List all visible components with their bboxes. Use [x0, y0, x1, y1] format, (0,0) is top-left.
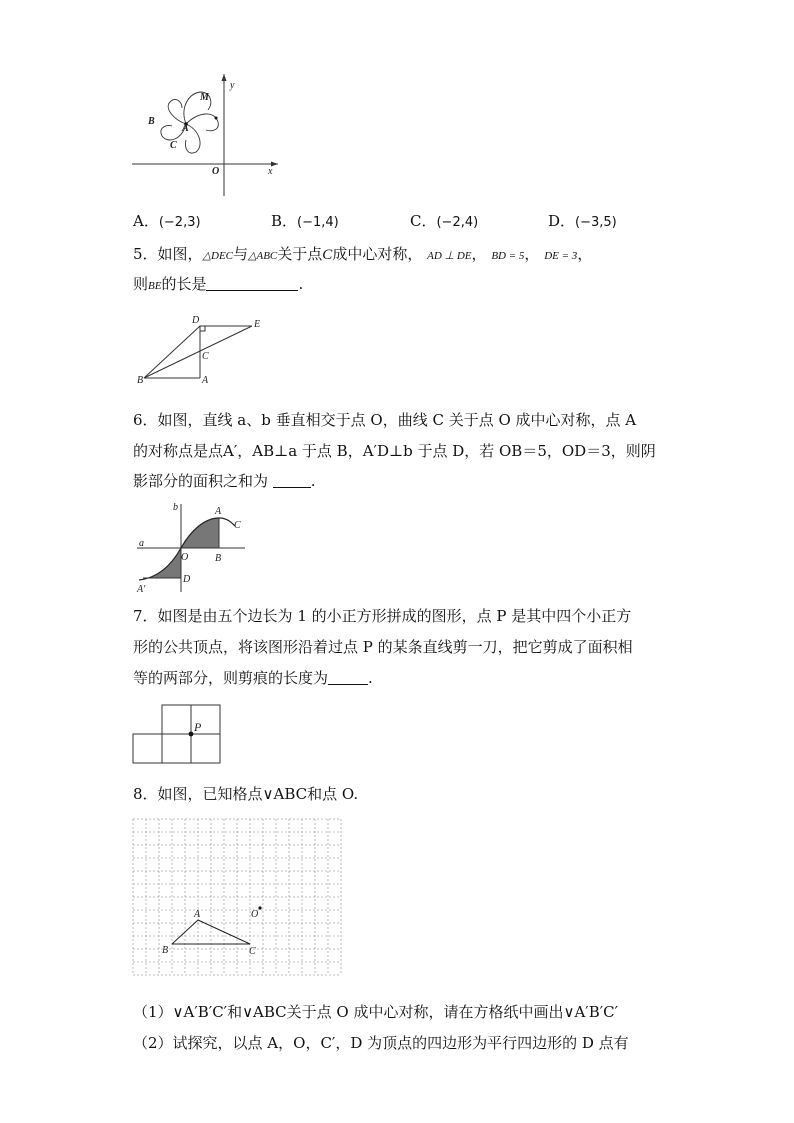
fig6-label-A-prime: A′: [137, 584, 146, 595]
q5-line2: 则BE的长是 .: [133, 275, 304, 293]
q4-option-c: C．(−2,4): [410, 212, 479, 230]
fig8-label-A: A: [194, 909, 201, 920]
fig5-label-A: A: [202, 375, 209, 386]
q8-sub2: （2）试探究，以点 A，O，C′，D 为顶点的四边形为平行四边形的 D 点有: [133, 1034, 629, 1052]
q4-figure: [128, 70, 288, 202]
fig8-label-C: C: [249, 946, 256, 957]
fig7-label-P: P: [194, 720, 202, 734]
fig4-label-O: O: [212, 166, 220, 177]
q5-answer-blank[interactable]: [206, 276, 298, 291]
fig6-label-b: b: [173, 502, 178, 513]
fig6-label-B: B: [215, 553, 222, 564]
fig4-label-y: y: [230, 80, 235, 91]
fig5-label-B: B: [137, 375, 144, 386]
q8-sub1: （1）∨A′B′C′和∨ABC关于点 O 成中心对称，请在方格纸中画出∨A′B′C′: [133, 1003, 619, 1021]
q6-line1: 6．如图，直线 a、b 垂直相交于点 O，曲线 C 关于点 O 成中心对称，点 A: [133, 411, 637, 429]
fig5-label-E: E: [254, 319, 261, 330]
q8-line1: 8．如图，已知格点∨ABC和点 O.: [133, 785, 359, 803]
fig6-label-D: D: [183, 574, 191, 585]
q7-figure: [132, 704, 224, 766]
q7-line3: 等的两部分，则剪痕的长度为 .: [133, 669, 373, 687]
fig8-label-B: B: [162, 945, 169, 956]
q7-answer-blank[interactable]: [328, 670, 368, 685]
q5-figure: [134, 312, 270, 388]
q6-answer-blank[interactable]: [273, 473, 311, 488]
q5-line1: 5．如图，△DEC与△ABC关于点C成中心对称， AD ⊥ DE， BD = 5， DE = 3，: [133, 245, 593, 263]
q7-line1: 7．如图是由五个边长为 1 的小正方形拼成的图形，点 P 是其中四个小正方: [133, 607, 632, 625]
q6-figure: [133, 500, 253, 598]
q6-line3: 影部分的面积之和为 .: [133, 472, 316, 490]
q4-option-d: D．(−3,5): [548, 212, 617, 230]
point-p: [189, 732, 194, 737]
q4-option-b: B．(−1,4): [271, 212, 339, 230]
fig4-label-C: C: [170, 140, 177, 151]
q6-line2: 的对称点是点A′，AB⊥a 于点 B，A′D⊥b 于点 D，若 OB＝5，OD＝3，则阴: [133, 442, 656, 460]
fig4-label-A: A: [182, 123, 189, 134]
fig6-label-O: O: [181, 552, 189, 563]
fig8-label-O: O: [251, 909, 259, 920]
fig5-label-C: C: [202, 351, 209, 362]
fig5-label-D: D: [192, 315, 200, 326]
fig6-label-a: a: [139, 538, 144, 549]
fig4-label-x: x: [268, 166, 273, 177]
fig4-label-B: B: [148, 116, 155, 127]
q4-option-a: A．(−2,3): [133, 212, 201, 230]
fig6-label-A: A: [215, 506, 222, 517]
fig4-label-M: M: [200, 92, 209, 103]
q8-grid-figure: [132, 818, 352, 986]
q7-line2: 形的公共顶点，将该图形沿着过点 P 的某条直线剪一刀，把它剪成了面积相: [133, 638, 633, 656]
fig6-label-C: C: [234, 520, 241, 531]
